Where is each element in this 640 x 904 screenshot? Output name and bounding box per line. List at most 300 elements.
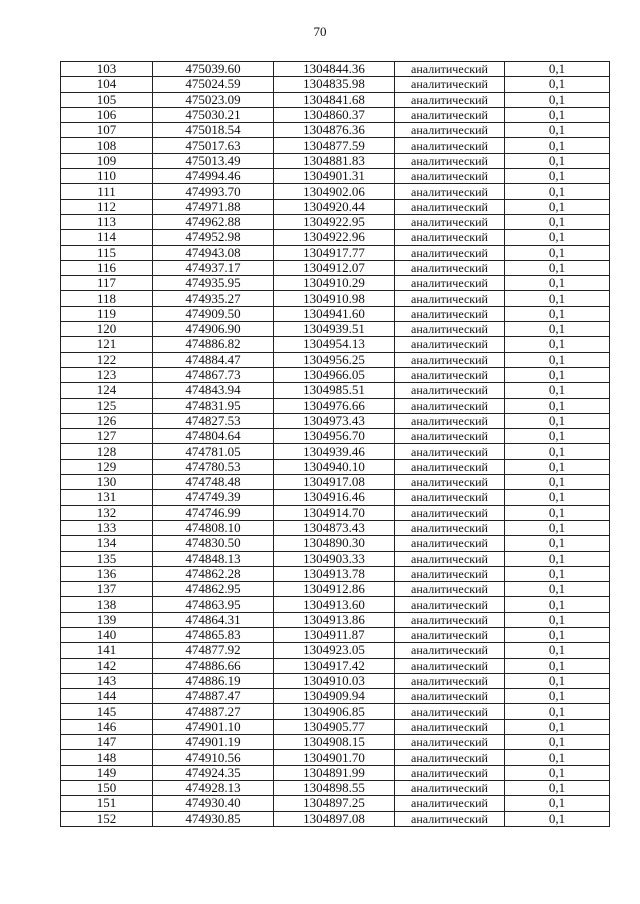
method-cell: аналитический — [395, 689, 505, 704]
method-cell: аналитический — [395, 582, 505, 597]
y-coordinate-cell: 1304881.83 — [274, 153, 395, 168]
y-coordinate-cell: 1304922.95 — [274, 214, 395, 229]
error-cell: 0,1 — [505, 612, 610, 627]
method-cell: аналитический — [395, 643, 505, 658]
point-number-cell: 109 — [61, 153, 153, 168]
table-row — [61, 184, 610, 199]
method-cell: аналитический — [395, 490, 505, 505]
method-cell: аналитический — [395, 413, 505, 428]
table-row — [61, 291, 610, 306]
method-cell: аналитический — [395, 322, 505, 337]
error-cell: 0,1 — [505, 704, 610, 719]
x-coordinate-cell: 474877.92 — [153, 643, 274, 658]
point-number-cell: 103 — [61, 62, 153, 77]
error-cell: 0,1 — [505, 536, 610, 551]
table-row — [61, 490, 610, 505]
y-coordinate-cell: 1304876.36 — [274, 123, 395, 138]
y-coordinate-cell: 1304844.36 — [274, 62, 395, 77]
point-number-cell: 126 — [61, 413, 153, 428]
x-coordinate-cell: 474808.10 — [153, 520, 274, 535]
x-coordinate-cell: 474937.17 — [153, 260, 274, 275]
y-coordinate-cell: 1304901.70 — [274, 750, 395, 765]
method-cell: аналитический — [395, 673, 505, 688]
page-number: 70 — [313, 24, 327, 39]
y-coordinate-cell: 1304835.98 — [274, 77, 395, 92]
y-coordinate-cell: 1304912.07 — [274, 260, 395, 275]
table-row — [61, 566, 610, 581]
x-coordinate-cell: 474886.19 — [153, 673, 274, 688]
error-cell: 0,1 — [505, 780, 610, 795]
y-coordinate-cell: 1304940.10 — [274, 459, 395, 474]
x-coordinate-cell: 475039.60 — [153, 62, 274, 77]
x-coordinate-cell: 474867.73 — [153, 367, 274, 382]
y-coordinate-cell: 1304917.42 — [274, 658, 395, 673]
method-cell: аналитический — [395, 536, 505, 551]
error-cell: 0,1 — [505, 765, 610, 780]
point-number-cell: 144 — [61, 689, 153, 704]
method-cell: аналитический — [395, 735, 505, 750]
error-cell: 0,1 — [505, 352, 610, 367]
method-cell: аналитический — [395, 765, 505, 780]
error-cell: 0,1 — [505, 735, 610, 750]
table-row — [61, 765, 610, 780]
x-coordinate-cell: 474887.27 — [153, 704, 274, 719]
error-cell: 0,1 — [505, 276, 610, 291]
point-number-cell: 127 — [61, 429, 153, 444]
point-number-cell: 128 — [61, 444, 153, 459]
y-coordinate-cell: 1304954.13 — [274, 337, 395, 352]
error-cell: 0,1 — [505, 597, 610, 612]
method-cell: аналитический — [395, 612, 505, 627]
table-row — [61, 429, 610, 444]
x-coordinate-cell: 475013.49 — [153, 153, 274, 168]
error-cell: 0,1 — [505, 367, 610, 382]
point-number-cell: 121 — [61, 337, 153, 352]
table-row — [61, 77, 610, 92]
point-number-cell: 152 — [61, 811, 153, 826]
table-row — [61, 245, 610, 260]
table-row — [61, 306, 610, 321]
point-number-cell: 136 — [61, 566, 153, 581]
point-number-cell: 118 — [61, 291, 153, 306]
error-cell: 0,1 — [505, 245, 610, 260]
point-number-cell: 125 — [61, 398, 153, 413]
error-cell: 0,1 — [505, 92, 610, 107]
x-coordinate-cell: 474862.28 — [153, 566, 274, 581]
x-coordinate-cell: 474930.85 — [153, 811, 274, 826]
point-number-cell: 108 — [61, 138, 153, 153]
table-row — [61, 735, 610, 750]
table-row — [61, 260, 610, 275]
error-cell: 0,1 — [505, 643, 610, 658]
error-cell: 0,1 — [505, 62, 610, 77]
method-cell: аналитический — [395, 398, 505, 413]
error-cell: 0,1 — [505, 551, 610, 566]
method-cell: аналитический — [395, 719, 505, 734]
y-coordinate-cell: 1304956.70 — [274, 429, 395, 444]
x-coordinate-cell: 474781.05 — [153, 444, 274, 459]
y-coordinate-cell: 1304923.05 — [274, 643, 395, 658]
x-coordinate-cell: 474943.08 — [153, 245, 274, 260]
table-row — [61, 199, 610, 214]
table-row — [61, 169, 610, 184]
method-cell: аналитический — [395, 62, 505, 77]
coordinates-table — [60, 61, 610, 827]
y-coordinate-cell: 1304922.96 — [274, 230, 395, 245]
error-cell: 0,1 — [505, 505, 610, 520]
error-cell: 0,1 — [505, 184, 610, 199]
x-coordinate-cell: 474935.27 — [153, 291, 274, 306]
table-row — [61, 627, 610, 642]
x-coordinate-cell: 474862.95 — [153, 582, 274, 597]
point-number-cell: 139 — [61, 612, 153, 627]
x-coordinate-cell: 474886.66 — [153, 658, 274, 673]
y-coordinate-cell: 1304976.66 — [274, 398, 395, 413]
x-coordinate-cell: 474827.53 — [153, 413, 274, 428]
x-coordinate-cell: 474928.13 — [153, 780, 274, 795]
method-cell: аналитический — [395, 811, 505, 826]
method-cell: аналитический — [395, 199, 505, 214]
method-cell: аналитический — [395, 551, 505, 566]
y-coordinate-cell: 1304901.31 — [274, 169, 395, 184]
x-coordinate-cell: 474887.47 — [153, 689, 274, 704]
point-number-cell: 106 — [61, 107, 153, 122]
x-coordinate-cell: 474780.53 — [153, 459, 274, 474]
error-cell: 0,1 — [505, 169, 610, 184]
point-number-cell: 112 — [61, 199, 153, 214]
point-number-cell: 135 — [61, 551, 153, 566]
y-coordinate-cell: 1304890.30 — [274, 536, 395, 551]
error-cell: 0,1 — [505, 475, 610, 490]
method-cell: аналитический — [395, 337, 505, 352]
y-coordinate-cell: 1304910.29 — [274, 276, 395, 291]
point-number-cell: 143 — [61, 673, 153, 688]
method-cell: аналитический — [395, 245, 505, 260]
x-coordinate-cell: 474935.95 — [153, 276, 274, 291]
y-coordinate-cell: 1304873.43 — [274, 520, 395, 535]
error-cell: 0,1 — [505, 459, 610, 474]
method-cell: аналитический — [395, 367, 505, 382]
error-cell: 0,1 — [505, 429, 610, 444]
point-number-cell: 134 — [61, 536, 153, 551]
method-cell: аналитический — [395, 276, 505, 291]
error-cell: 0,1 — [505, 153, 610, 168]
table-row — [61, 597, 610, 612]
error-cell: 0,1 — [505, 383, 610, 398]
y-coordinate-cell: 1304910.03 — [274, 673, 395, 688]
table-row — [61, 505, 610, 520]
error-cell: 0,1 — [505, 750, 610, 765]
y-coordinate-cell: 1304973.43 — [274, 413, 395, 428]
x-coordinate-cell: 474863.95 — [153, 597, 274, 612]
table-row — [61, 536, 610, 551]
point-number-cell: 129 — [61, 459, 153, 474]
error-cell: 0,1 — [505, 719, 610, 734]
table-row — [61, 719, 610, 734]
x-coordinate-cell: 474804.64 — [153, 429, 274, 444]
error-cell: 0,1 — [505, 811, 610, 826]
method-cell: аналитический — [395, 214, 505, 229]
table-row — [61, 276, 610, 291]
point-number-cell: 147 — [61, 735, 153, 750]
method-cell: аналитический — [395, 230, 505, 245]
point-number-cell: 113 — [61, 214, 153, 229]
y-coordinate-cell: 1304914.70 — [274, 505, 395, 520]
error-cell: 0,1 — [505, 689, 610, 704]
error-cell: 0,1 — [505, 214, 610, 229]
point-number-cell: 107 — [61, 123, 153, 138]
y-coordinate-cell: 1304910.98 — [274, 291, 395, 306]
method-cell: аналитический — [395, 597, 505, 612]
x-coordinate-cell: 474930.40 — [153, 796, 274, 811]
table-row — [61, 612, 610, 627]
y-coordinate-cell: 1304905.77 — [274, 719, 395, 734]
x-coordinate-cell: 474994.46 — [153, 169, 274, 184]
point-number-cell: 148 — [61, 750, 153, 765]
x-coordinate-cell: 474971.88 — [153, 199, 274, 214]
error-cell: 0,1 — [505, 796, 610, 811]
error-cell: 0,1 — [505, 566, 610, 581]
table-row — [61, 551, 610, 566]
x-coordinate-cell: 474831.95 — [153, 398, 274, 413]
method-cell: аналитический — [395, 520, 505, 535]
method-cell: аналитический — [395, 77, 505, 92]
x-coordinate-cell: 474886.82 — [153, 337, 274, 352]
point-number-cell: 123 — [61, 367, 153, 382]
y-coordinate-cell: 1304941.60 — [274, 306, 395, 321]
point-number-cell: 140 — [61, 627, 153, 642]
x-coordinate-cell: 475017.63 — [153, 138, 274, 153]
error-cell: 0,1 — [505, 398, 610, 413]
point-number-cell: 117 — [61, 276, 153, 291]
y-coordinate-cell: 1304916.46 — [274, 490, 395, 505]
y-coordinate-cell: 1304939.51 — [274, 322, 395, 337]
table-row — [61, 413, 610, 428]
point-number-cell: 145 — [61, 704, 153, 719]
point-number-cell: 104 — [61, 77, 153, 92]
table-row — [61, 673, 610, 688]
table-row — [61, 123, 610, 138]
method-cell: аналитический — [395, 92, 505, 107]
x-coordinate-cell: 474910.56 — [153, 750, 274, 765]
x-coordinate-cell: 475030.21 — [153, 107, 274, 122]
y-coordinate-cell: 1304877.59 — [274, 138, 395, 153]
point-number-cell: 151 — [61, 796, 153, 811]
y-coordinate-cell: 1304917.77 — [274, 245, 395, 260]
point-number-cell: 146 — [61, 719, 153, 734]
table-row — [61, 459, 610, 474]
table-row — [61, 62, 610, 77]
method-cell: аналитический — [395, 352, 505, 367]
y-coordinate-cell: 1304902.06 — [274, 184, 395, 199]
x-coordinate-cell: 474909.50 — [153, 306, 274, 321]
method-cell: аналитический — [395, 459, 505, 474]
table-row — [61, 367, 610, 382]
x-coordinate-cell: 474901.10 — [153, 719, 274, 734]
point-number-cell: 105 — [61, 92, 153, 107]
y-coordinate-cell: 1304897.25 — [274, 796, 395, 811]
table-row — [61, 643, 610, 658]
method-cell: аналитический — [395, 383, 505, 398]
point-number-cell: 114 — [61, 230, 153, 245]
x-coordinate-cell: 474830.50 — [153, 536, 274, 551]
method-cell: аналитический — [395, 658, 505, 673]
table-row — [61, 658, 610, 673]
table-row — [61, 322, 610, 337]
table-row — [61, 796, 610, 811]
point-number-cell: 111 — [61, 184, 153, 199]
y-coordinate-cell: 1304903.33 — [274, 551, 395, 566]
error-cell: 0,1 — [505, 337, 610, 352]
point-number-cell: 141 — [61, 643, 153, 658]
point-number-cell: 133 — [61, 520, 153, 535]
table-row — [61, 352, 610, 367]
point-number-cell: 124 — [61, 383, 153, 398]
point-number-cell: 137 — [61, 582, 153, 597]
point-number-cell: 130 — [61, 475, 153, 490]
y-coordinate-cell: 1304909.94 — [274, 689, 395, 704]
x-coordinate-cell: 474748.48 — [153, 475, 274, 490]
x-coordinate-cell: 475023.09 — [153, 92, 274, 107]
x-coordinate-cell: 474952.98 — [153, 230, 274, 245]
y-coordinate-cell: 1304913.78 — [274, 566, 395, 581]
error-cell: 0,1 — [505, 77, 610, 92]
y-coordinate-cell: 1304911.87 — [274, 627, 395, 642]
table-row — [61, 475, 610, 490]
error-cell: 0,1 — [505, 658, 610, 673]
table-row — [61, 582, 610, 597]
method-cell: аналитический — [395, 169, 505, 184]
method-cell: аналитический — [395, 123, 505, 138]
x-coordinate-cell: 474906.90 — [153, 322, 274, 337]
error-cell: 0,1 — [505, 413, 610, 428]
method-cell: аналитический — [395, 260, 505, 275]
table-row — [61, 214, 610, 229]
method-cell: аналитический — [395, 107, 505, 122]
y-coordinate-cell: 1304956.25 — [274, 352, 395, 367]
error-cell: 0,1 — [505, 138, 610, 153]
coordinates-table-body — [61, 62, 610, 827]
y-coordinate-cell: 1304897.08 — [274, 811, 395, 826]
point-number-cell: 110 — [61, 169, 153, 184]
table-row — [61, 704, 610, 719]
x-coordinate-cell: 475018.54 — [153, 123, 274, 138]
y-coordinate-cell: 1304917.08 — [274, 475, 395, 490]
table-row — [61, 780, 610, 795]
error-cell: 0,1 — [505, 260, 610, 275]
table-row — [61, 138, 610, 153]
method-cell: аналитический — [395, 184, 505, 199]
table-row — [61, 750, 610, 765]
y-coordinate-cell: 1304891.99 — [274, 765, 395, 780]
method-cell: аналитический — [395, 444, 505, 459]
error-cell: 0,1 — [505, 490, 610, 505]
y-coordinate-cell: 1304906.85 — [274, 704, 395, 719]
point-number-cell: 150 — [61, 780, 153, 795]
table-row — [61, 153, 610, 168]
table-row — [61, 444, 610, 459]
y-coordinate-cell: 1304985.51 — [274, 383, 395, 398]
method-cell: аналитический — [395, 780, 505, 795]
y-coordinate-cell: 1304920.44 — [274, 199, 395, 214]
method-cell: аналитический — [395, 291, 505, 306]
error-cell: 0,1 — [505, 230, 610, 245]
x-coordinate-cell: 474865.83 — [153, 627, 274, 642]
point-number-cell: 142 — [61, 658, 153, 673]
error-cell: 0,1 — [505, 520, 610, 535]
method-cell: аналитический — [395, 429, 505, 444]
y-coordinate-cell: 1304913.86 — [274, 612, 395, 627]
error-cell: 0,1 — [505, 291, 610, 306]
point-number-cell: 115 — [61, 245, 153, 260]
x-coordinate-cell: 474924.35 — [153, 765, 274, 780]
method-cell: аналитический — [395, 153, 505, 168]
error-cell: 0,1 — [505, 673, 610, 688]
table-row — [61, 520, 610, 535]
x-coordinate-cell: 474884.47 — [153, 352, 274, 367]
table-row — [61, 689, 610, 704]
method-cell: аналитический — [395, 704, 505, 719]
error-cell: 0,1 — [505, 322, 610, 337]
error-cell: 0,1 — [505, 123, 610, 138]
point-number-cell: 122 — [61, 352, 153, 367]
table-row — [61, 337, 610, 352]
x-coordinate-cell: 474749.39 — [153, 490, 274, 505]
table-row — [61, 398, 610, 413]
point-number-cell: 132 — [61, 505, 153, 520]
y-coordinate-cell: 1304860.37 — [274, 107, 395, 122]
y-coordinate-cell: 1304913.60 — [274, 597, 395, 612]
table-row — [61, 92, 610, 107]
table-row — [61, 230, 610, 245]
point-number-cell: 120 — [61, 322, 153, 337]
method-cell: аналитический — [395, 306, 505, 321]
y-coordinate-cell: 1304939.46 — [274, 444, 395, 459]
y-coordinate-cell: 1304898.55 — [274, 780, 395, 795]
method-cell: аналитический — [395, 627, 505, 642]
method-cell: аналитический — [395, 138, 505, 153]
point-number-cell: 138 — [61, 597, 153, 612]
y-coordinate-cell: 1304841.68 — [274, 92, 395, 107]
y-coordinate-cell: 1304908.15 — [274, 735, 395, 750]
x-coordinate-cell: 474746.99 — [153, 505, 274, 520]
table-row — [61, 811, 610, 826]
x-coordinate-cell: 474993.70 — [153, 184, 274, 199]
point-number-cell: 116 — [61, 260, 153, 275]
point-number-cell: 131 — [61, 490, 153, 505]
error-cell: 0,1 — [505, 199, 610, 214]
table-row — [61, 107, 610, 122]
method-cell: аналитический — [395, 750, 505, 765]
error-cell: 0,1 — [505, 444, 610, 459]
y-coordinate-cell: 1304966.05 — [274, 367, 395, 382]
x-coordinate-cell: 474848.13 — [153, 551, 274, 566]
method-cell: аналитический — [395, 566, 505, 581]
x-coordinate-cell: 474962.88 — [153, 214, 274, 229]
x-coordinate-cell: 474843.94 — [153, 383, 274, 398]
x-coordinate-cell: 475024.59 — [153, 77, 274, 92]
error-cell: 0,1 — [505, 582, 610, 597]
method-cell: аналитический — [395, 475, 505, 490]
table-row — [61, 383, 610, 398]
x-coordinate-cell: 474864.31 — [153, 612, 274, 627]
y-coordinate-cell: 1304912.86 — [274, 582, 395, 597]
error-cell: 0,1 — [505, 107, 610, 122]
point-number-cell: 119 — [61, 306, 153, 321]
method-cell: аналитический — [395, 505, 505, 520]
x-coordinate-cell: 474901.19 — [153, 735, 274, 750]
error-cell: 0,1 — [505, 627, 610, 642]
